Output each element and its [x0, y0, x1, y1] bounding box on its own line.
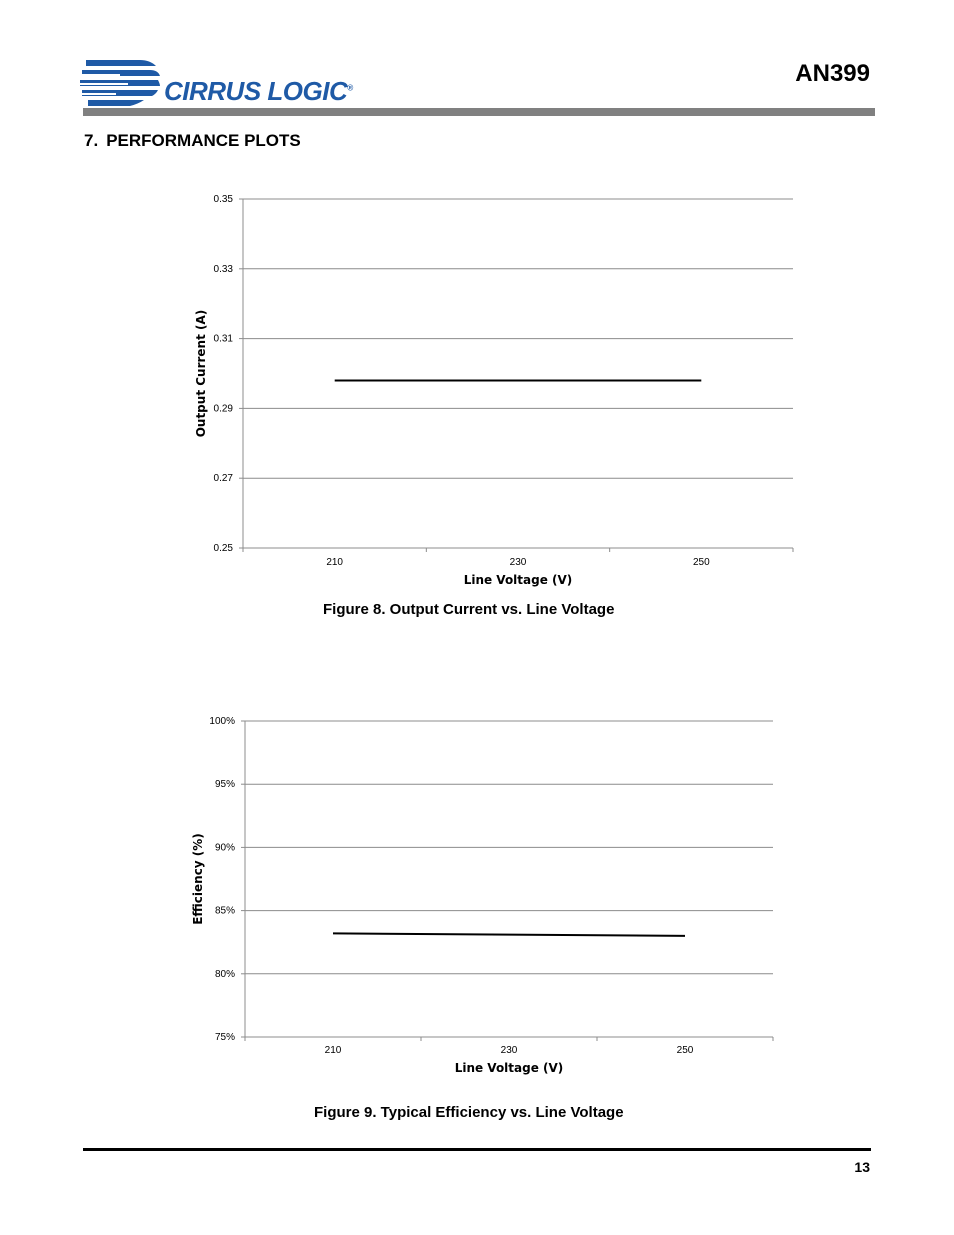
- y-axis-label: Output Current (A): [194, 309, 208, 438]
- y-tick-label: 0.33: [213, 263, 233, 275]
- page-number: 13: [854, 1159, 870, 1175]
- x-tick-label: 250: [676, 1045, 694, 1056]
- x-tick-label: 210: [326, 557, 344, 568]
- y-tick-label: 0.27: [213, 473, 233, 485]
- y-tick-label: 85%: [214, 905, 235, 917]
- y-tick-label: 0.31: [213, 333, 233, 345]
- section-title: PERFORMANCE PLOTS: [106, 131, 301, 150]
- y-tick-label: 90%: [214, 842, 235, 854]
- footer-divider: [83, 1148, 871, 1151]
- x-tick-label: 230: [509, 557, 527, 568]
- figure-9-caption: Figure 9. Typical Efficiency vs. Line Voltage: [314, 1104, 624, 1121]
- x-tick-label: 230: [500, 1045, 518, 1056]
- y-tick-label: 100%: [209, 716, 235, 727]
- y-tick-label: 95%: [214, 779, 235, 791]
- y-tick-label: 80%: [214, 968, 235, 980]
- x-axis-label: Line Voltage (V): [454, 1061, 564, 1075]
- series-line: [333, 933, 685, 936]
- x-tick-label: 250: [692, 557, 710, 568]
- company-name: CIRRUS LOGIC®: [164, 76, 353, 106]
- y-tick-label: 0.35: [213, 194, 233, 205]
- document-id: AN399: [795, 60, 870, 87]
- y-tick-label: 0.25: [213, 543, 233, 554]
- x-axis-label: Line Voltage (V): [463, 573, 573, 587]
- y-tick-label: 0.29: [213, 403, 233, 415]
- y-tick-label: 75%: [214, 1032, 235, 1043]
- x-tick-label: 210: [324, 1045, 342, 1056]
- section-number: 7.: [84, 131, 99, 150]
- y-axis-label: Efficiency (%): [191, 833, 205, 925]
- figure-8-caption: Figure 8. Output Current vs. Line Voltage: [323, 601, 615, 618]
